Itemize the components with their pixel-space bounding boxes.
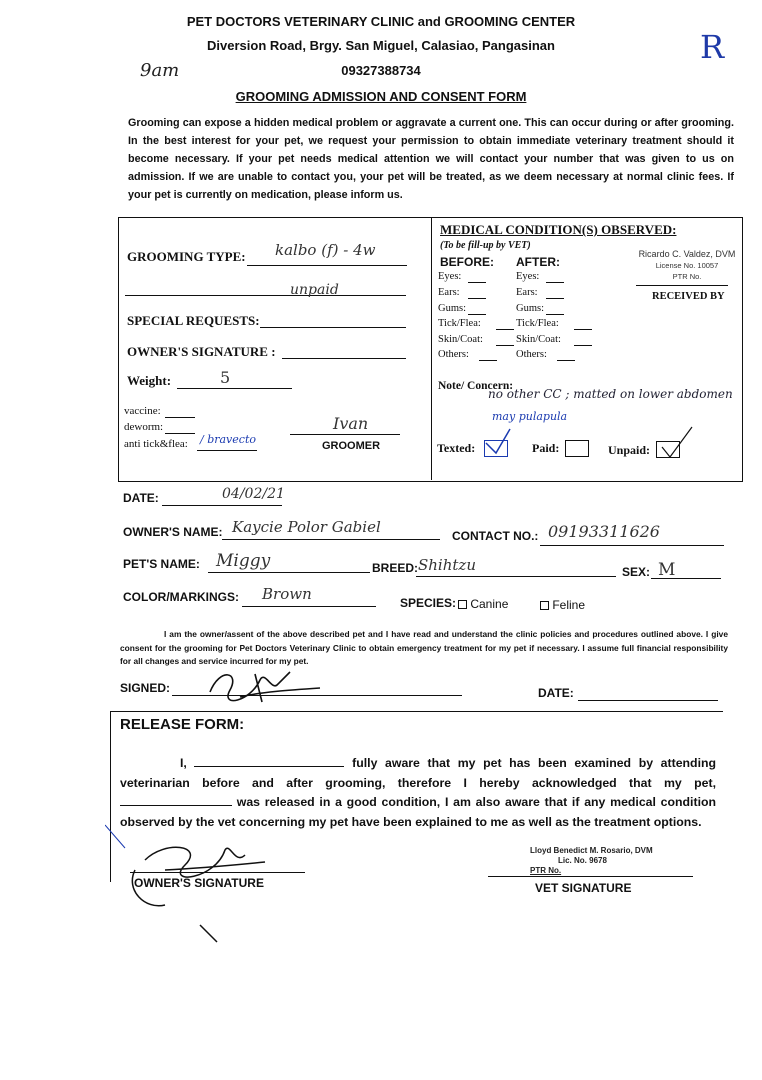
vaccine-label: vaccine: [124,405,161,417]
species-label: SPECIES: [400,596,457,610]
note-line-1[interactable]: no other CC ; matted on lower abdomen [488,387,733,401]
unpaid-label: Unpaid: [608,443,651,457]
paid-label: Paid: [532,441,560,455]
condition-after-label: Eyes: [516,271,540,282]
condition-before-label: Skin/Coat: [438,334,483,345]
form-title: GROOMING ADMISSION AND CONSENT FORM [235,89,527,104]
date-value[interactable]: 04/02/21 [222,486,285,502]
medical-title: MEDICAL CONDITION(S) OBSERVED: [440,222,677,237]
vet-signature-label: VET SIGNATURE [535,881,632,895]
panel-divider [431,218,432,480]
contact-value[interactable]: 09193311626 [548,522,660,541]
condition-after-label: Skin/Coat: [516,334,561,345]
condition-before-label: Others: [438,349,469,360]
condition-row [438,334,588,345]
condition-row [438,287,588,298]
vet-stamp-release: Lloyd Benedict M. Rosario, DVM Lic. No. 9678 PTR No. [530,846,653,875]
pet-name-value[interactable]: Miggy [216,551,271,571]
clinic-name: PET DOCTORS VETERINARY CLINIC and GROOMING CENTER [186,14,576,29]
date-label: DATE: [123,491,159,505]
signed-date-label: DATE: [538,686,574,700]
grooming-type-note: unpaid [290,282,339,298]
signed-label: SIGNED: [120,681,171,695]
sex-label: SEX: [622,565,651,579]
owner-name-value[interactable]: Kaycie Polor Gabiel [232,518,381,536]
medical-subtitle: (To be fill-up by VET) [440,240,531,251]
condition-after-label: Tick/Flea: [516,318,559,329]
groomer-name: Ivan [333,414,369,433]
owner-name-label: OWNER'S NAME: [123,525,223,539]
grooming-type-value[interactable]: kalbo (f) - 4w [275,241,376,259]
antitick-value[interactable]: / bravecto [200,433,256,446]
species-canine-option[interactable]: Canine [458,597,508,611]
condition-row [438,349,588,360]
breed-label: BREED: [372,561,419,575]
condition-before-label: Tick/Flea: [438,318,481,329]
condition-after-label: Gums: [516,303,545,314]
condition-before-label: Gums: [438,303,467,314]
grooming-type-label: GROOMING TYPE: [127,249,246,264]
consent-paragraph: I am the owner/assent of the above described pet and I have read and understand the clinic policies and procedures outlined above. I give consent for the grooming for Pet Doctors Veterinary Clinic to obtain emergency treatment for my pet if necessary. I assume full financial responsibility for all changes and service incurred for my pet. [120,629,728,666]
special-requests-label: SPECIAL REQUESTS: [127,313,260,328]
intro-paragraph: Grooming can expose a hidden medical problem or aggravate a current one. This can occur during or after grooming. In the best interest for your pet, we request your permission to obtain immediate veterinary treatment should it become necessary. If your pet needs medical attention we will contact your number that was given to us on admission. If we are unable to contact you, your pet will be treated, as we deem necessary at normal clinic fees. If your pet is currently on medication, please inform us. [128,117,734,201]
deworm-label: deworm: [124,421,164,433]
condition-before-label: Eyes: [438,271,462,282]
condition-row [438,271,588,282]
received-by-label: RECEIVED BY [652,291,725,302]
antitick-label: anti tick&flea: [124,438,188,450]
condition-row [438,318,588,329]
after-label: AFTER: [516,255,560,269]
sex-value[interactable]: M [658,560,676,580]
groomer-label: GROOMER [322,440,381,452]
before-label: BEFORE: [440,255,494,269]
weight-value[interactable]: 5 [220,368,231,387]
note-label: Note/ Concern: [438,380,514,392]
condition-row [438,303,588,314]
release-title: RELEASE FORM: [120,716,245,733]
release-paragraph: I, fully aware that my pet has been examined by attending veterinarian before and after grooming, therefore I hereby acknowledged that my pet, was released in a good condition, I am also aware that if any medical condition observed by the vet concerning my pet have been explained to me as well as the treatment options. [120,756,717,829]
check-marks [482,425,712,475]
clinic-address: Diversion Road, Brgy. San Miguel, Calasiao, Pangasinan [207,38,555,53]
color-label: COLOR/MARKINGS: [123,590,239,604]
pet-name-label: PET'S NAME: [123,557,200,571]
breed-value[interactable]: Shihtzu [418,556,476,574]
contact-label: CONTACT NO.: [452,529,539,543]
condition-before-label: Ears: [438,287,460,298]
species-feline-option[interactable]: Feline [540,598,585,612]
color-value[interactable]: Brown [262,585,312,603]
texted-label: Texted: [437,441,476,455]
vet-stamp-top: Ricardo C. Valdez, DVM License No. 10057 PTR No. [638,249,736,281]
owner-signature-scribble [200,662,330,712]
condition-after-label: Others: [516,349,547,360]
handwritten-time: 9am [140,60,180,81]
note-line-2[interactable]: may pulapula [492,410,568,423]
condition-after-label: Ears: [516,287,538,298]
weight-label: Weight: [127,373,172,388]
release-owner-signature-scribble [105,820,305,960]
owner-signature-label: OWNER'S SIGNATURE : [127,344,276,359]
clinic-phone: 09327388734 [341,63,421,78]
owner-signature-release-label: OWNER'S SIGNATURE [134,876,264,890]
corner-mark: R [700,28,725,66]
